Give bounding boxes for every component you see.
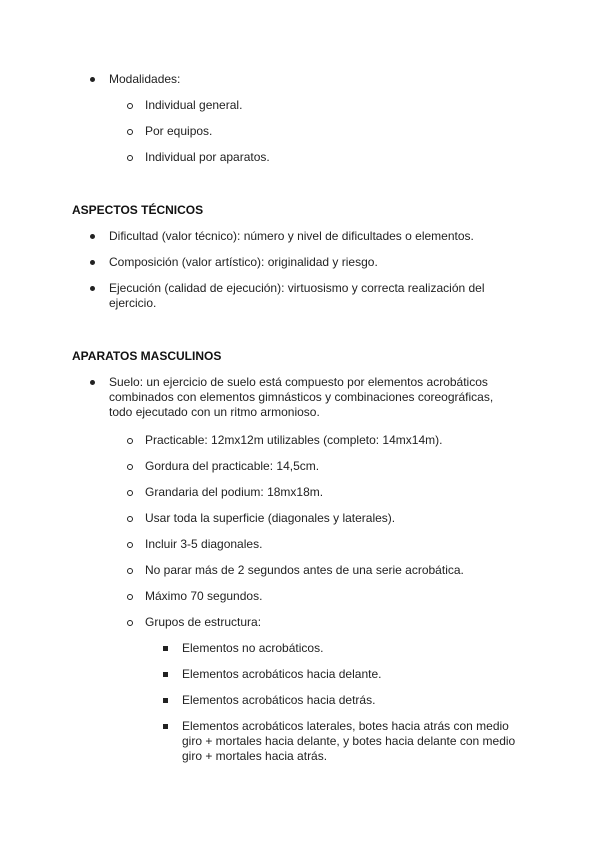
square-bullet-icon [163, 641, 182, 656]
suelo-subitem [127, 537, 507, 553]
circle-bullet-icon [127, 124, 145, 140]
suelo-subitem-text: Usar toda la superficie (diagonales y laterales). [145, 511, 396, 525]
disc-bullet-icon [90, 72, 109, 87]
circle-bullet-icon [127, 589, 145, 605]
disc-bullet-icon [90, 375, 109, 390]
circle-bullet-icon [127, 433, 145, 449]
circle-bullet-icon [127, 485, 145, 501]
aspecto-text: Dificultad (valor técnico): número y nivel de dificultades o elementos. [109, 229, 474, 243]
circle-bullet-icon [127, 615, 145, 631]
aspecto-item [90, 281, 510, 311]
modalidad-item [127, 150, 507, 166]
square-bullet-icon [163, 719, 182, 734]
square-bullet-icon [163, 693, 182, 708]
circle-bullet-icon [127, 563, 145, 579]
modalidad-text: Individual por aparatos. [145, 150, 270, 164]
suelo-subitem [127, 485, 507, 501]
disc-bullet-icon [90, 229, 109, 244]
aspecto-item [90, 229, 510, 244]
suelo-subitem [127, 511, 507, 527]
grupo-item [163, 719, 523, 764]
suelo-subitem-text: Gordura del practicable: 14,5cm. [145, 459, 320, 473]
disc-bullet-icon [90, 255, 109, 270]
suelo-subitem [127, 615, 507, 631]
circle-bullet-icon [127, 511, 145, 527]
aspecto-text: Ejecución (calidad de ejecución): virtuosismo y correcta realización del ejercicio. [109, 281, 485, 310]
modalidad-item [127, 124, 507, 140]
modalidad-text: Por equipos. [145, 124, 213, 138]
aparatos-heading: APARATOS MASCULINOS [72, 349, 222, 363]
grupo-item [163, 641, 523, 656]
grupo-text: Elementos acrobáticos laterales, botes hacia atrás con medio giro + mortales hacia delante, y botes hacia delante con medio giro + mortales hacia atrás. [182, 719, 516, 763]
suelo-subitem-text: Grandaria del podium: 18mx18m. [145, 485, 324, 499]
modalidad-text: Individual general. [145, 98, 243, 112]
circle-bullet-icon [127, 98, 145, 114]
grupo-text: Elementos no acrobáticos. [182, 641, 324, 655]
grupo-item [163, 693, 523, 708]
circle-bullet-icon [127, 537, 145, 553]
modalidad-item [127, 98, 507, 114]
aspectos-heading: ASPECTOS TÉCNICOS [72, 203, 204, 217]
suelo-subitem-text: Practicable: 12mx12m utilizables (completo: 14mx14m). [145, 433, 443, 447]
suelo-subitem-text: Incluir 3-5 diagonales. [145, 537, 263, 551]
aspecto-item [90, 255, 510, 270]
square-bullet-icon [163, 667, 182, 682]
suelo-subitem [127, 433, 507, 449]
suelo-subitem [127, 563, 507, 579]
suelo-item [90, 375, 510, 420]
grupo-item [163, 667, 523, 682]
grupo-text: Elementos acrobáticos hacia detrás. [182, 693, 376, 707]
modalidades-item [90, 72, 510, 87]
grupo-text: Elementos acrobáticos hacia delante. [182, 667, 382, 681]
suelo-subitem-text: No parar más de 2 segundos antes de una serie acrobática. [145, 563, 464, 577]
circle-bullet-icon [127, 459, 145, 475]
disc-bullet-icon [90, 281, 109, 296]
suelo-text: Suelo: un ejercicio de suelo está compuesto por elementos acrobáticos combinados con elementos gimnásticos y combinaciones coreográficas, todo ejecutado con un ritmo armonioso. [109, 375, 494, 419]
modalidades-label: Modalidades: [109, 72, 181, 86]
circle-bullet-icon [127, 150, 145, 166]
suelo-subitem [127, 459, 507, 475]
suelo-subitem-text: Máximo 70 segundos. [145, 589, 263, 603]
suelo-subitem-text: Grupos de estructura: [145, 615, 262, 629]
suelo-subitem [127, 589, 507, 605]
aspecto-text: Composición (valor artístico): originalidad y riesgo. [109, 255, 378, 269]
